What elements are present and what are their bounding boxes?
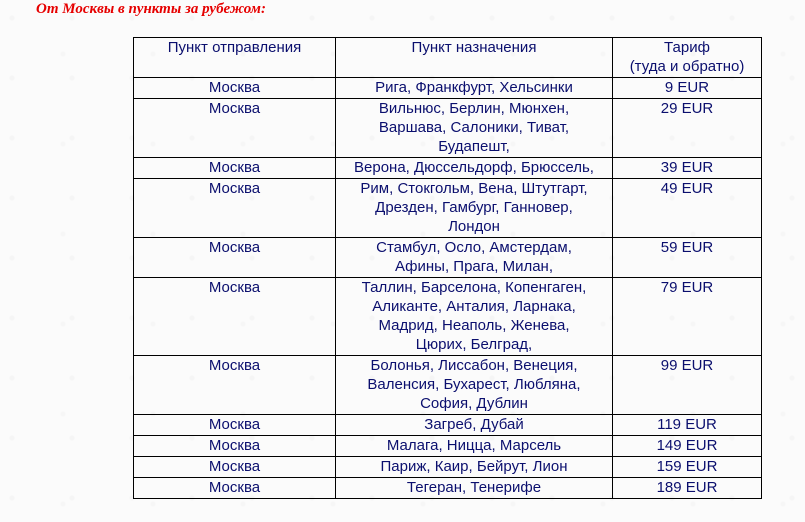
destination-line: Стамбул, Осло, Амстердам, — [376, 239, 572, 256]
header-departure: Пункт отправления — [134, 38, 336, 78]
tariff-table — [133, 37, 762, 499]
fare-cell: 39 EUR — [613, 158, 762, 179]
destination-line: Вильнюс, Берлин, Мюнхен, — [378, 100, 570, 117]
destination-line: Цюрих, Белград, — [415, 336, 533, 353]
destination-line: Верона, Дюссельдорф, Брюссель, — [354, 159, 594, 176]
departure-cell: Москва — [134, 278, 336, 356]
destination-cell — [336, 478, 613, 499]
destination-line: Таллин, Барселона, Копенгаген, — [361, 279, 587, 296]
departure-cell: Москва — [134, 356, 336, 415]
destination-line: Малага, Ницца, Марсель — [386, 437, 562, 454]
header-fare — [613, 38, 762, 78]
destination-line: Афины, Прага, Милан, — [395, 258, 553, 275]
departure-cell: Москва — [134, 478, 336, 499]
fare-cell: 59 EUR — [613, 238, 762, 278]
fare-cell: 79 EUR — [613, 278, 762, 356]
destination-line: Болонья, Лиссабон, Венеция, — [370, 357, 578, 374]
destination-line: Дрезден, Гамбург, Ганновер, — [375, 199, 573, 216]
table-row — [134, 78, 762, 99]
destination-line: Аликанте, Анталия, Ларнака, — [372, 298, 576, 315]
table-row — [134, 158, 762, 179]
destination-cell — [336, 278, 613, 356]
destination-line: Варшава, Салоники, Тиват, — [378, 119, 570, 136]
destination-line: София, Дублин — [420, 395, 528, 412]
departure-cell: Москва — [134, 78, 336, 99]
destination-cell — [336, 238, 613, 278]
fare-cell: 119 EUR — [613, 415, 762, 436]
table-row — [134, 99, 762, 158]
destination-cell — [336, 179, 613, 238]
departure-cell: Москва — [134, 436, 336, 457]
table-row — [134, 238, 762, 278]
departure-cell: Москва — [134, 99, 336, 158]
fare-cell: 99 EUR — [613, 356, 762, 415]
header-destination: Пункт назначения — [336, 38, 613, 78]
table-row — [134, 415, 762, 436]
table-row — [134, 457, 762, 478]
destination-cell — [336, 78, 613, 99]
destination-cell — [336, 415, 613, 436]
table-row — [134, 478, 762, 499]
destination-line: Париж, Каир, Бейрут, Лион — [380, 458, 568, 475]
table-row — [134, 356, 762, 415]
fare-cell: 49 EUR — [613, 179, 762, 238]
departure-cell: Москва — [134, 415, 336, 436]
fare-cell: 29 EUR — [613, 99, 762, 158]
destination-line: Валенсия, Бухарест, Любляна, — [367, 376, 581, 393]
fare-cell: 9 EUR — [613, 78, 762, 99]
destination-cell — [336, 356, 613, 415]
destination-line: Мадрид, Неаполь, Женева, — [378, 317, 570, 334]
header-fare-note: (туда и обратно) — [629, 58, 745, 75]
page-heading: От Москвы в пункты за рубежом: — [36, 1, 266, 17]
destination-line: Будапешт, — [438, 138, 510, 155]
destination-cell — [336, 436, 613, 457]
destination-line: Лондон — [448, 218, 500, 235]
departure-cell: Москва — [134, 158, 336, 179]
destination-cell — [336, 158, 613, 179]
table-row — [134, 179, 762, 238]
departure-cell: Москва — [134, 179, 336, 238]
destination-cell — [336, 457, 613, 478]
fare-cell: 189 EUR — [613, 478, 762, 499]
destination-line: Рим, Стокгольм, Вена, Штутгарт, — [360, 180, 588, 197]
fare-cell: 149 EUR — [613, 436, 762, 457]
destination-cell — [336, 99, 613, 158]
table-row — [134, 278, 762, 356]
fare-cell: 159 EUR — [613, 457, 762, 478]
table-header-row — [134, 38, 762, 78]
table-row — [134, 436, 762, 457]
departure-cell: Москва — [134, 238, 336, 278]
header-fare-title: Тариф — [664, 39, 710, 56]
destination-line: Рига, Франкфурт, Хельсинки — [375, 79, 573, 96]
destination-line: Тегеран, Тенерифе — [406, 479, 542, 496]
departure-cell: Москва — [134, 457, 336, 478]
tariff-rows — [134, 78, 762, 499]
destination-line: Загреб, Дубай — [424, 416, 524, 433]
